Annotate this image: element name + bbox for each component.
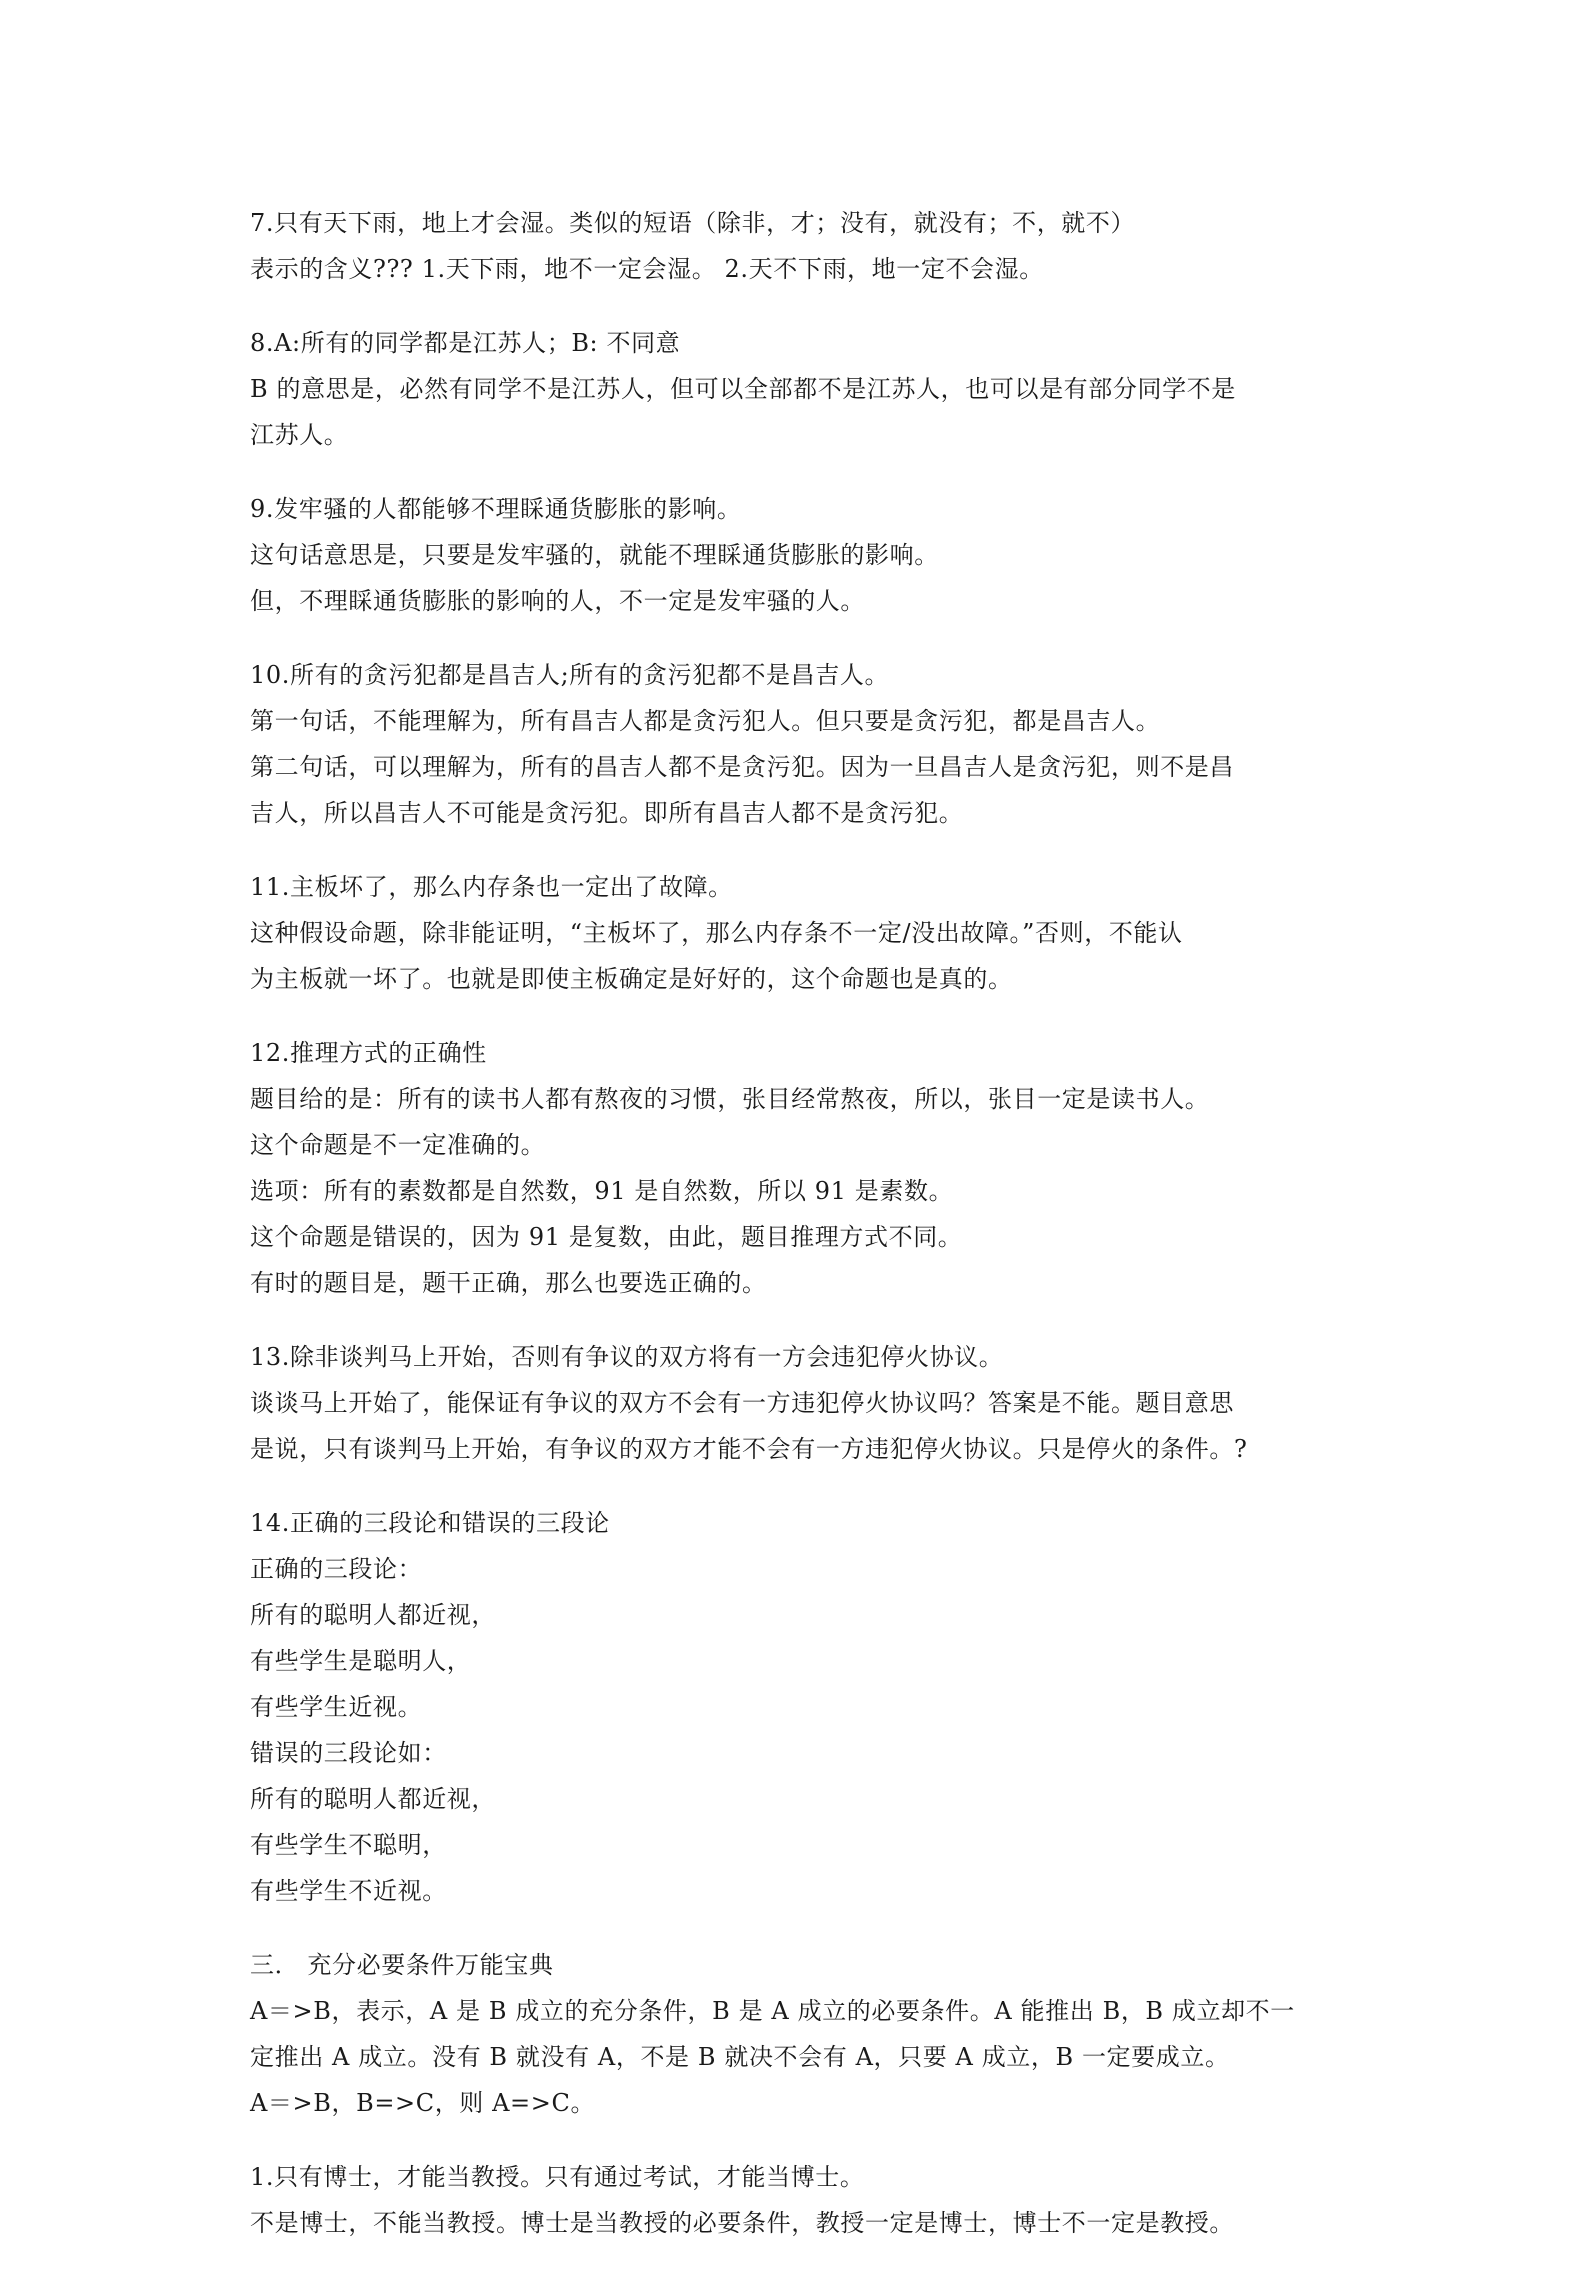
text-line: 但，不理睬通货膨胀的影响的人，不一定是发牢骚的人。	[250, 587, 865, 615]
text-line: 11.主板坏了，那么内存条也一定出了故障。	[250, 873, 733, 901]
text-line: 有时的题目是，题干正确，那么也要选正确的。	[250, 1269, 767, 1297]
text-line: 为主板就一坏了。也就是即使主板确定是好好的，这个命题也是真的。	[250, 965, 1013, 993]
text-line: 正确的三段论：	[250, 1555, 423, 1583]
text-line: 13.除非谈判马上开始，否则有争议的双方将有一方会违犯停火协议。	[250, 1343, 1004, 1371]
text-line: A＝>B，表示，A 是 B 成立的充分条件，B 是 A 成立的必要条件。A 能推出 B，B 成立却不一	[250, 1997, 1295, 2025]
section-13	[250, 1334, 1360, 1472]
text-line: 表示的含义??? 1.天下雨，地不一定会湿。 2.天不下雨，地一定不会湿。	[250, 255, 1044, 283]
text-line: 这句话意思是，只要是发牢骚的，就能不理睬通货膨胀的影响。	[250, 541, 939, 569]
text-line: 第二句话，可以理解为，所有的昌吉人都不是贪污犯。因为一旦昌吉人是贪污犯，则不是昌	[250, 753, 1234, 781]
text-line: 所有的聪明人都近视，	[250, 1785, 496, 1813]
text-line: 1.只有博士，才能当教授。只有通过考试，才能当博士。	[250, 2163, 865, 2191]
section-7	[250, 200, 1360, 292]
text-line: 题目给的是：所有的读书人都有熬夜的习惯，张目经常熬夜，所以，张目一定是读书人。	[250, 1085, 1210, 1113]
text-line: 有些学生近视。	[250, 1693, 423, 1721]
section-8	[250, 320, 1360, 458]
text-line: 这个命题是错误的，因为 91 是复数，由此，题目推理方式不同。	[250, 1223, 963, 1251]
section-heading: 三． 充分必要条件万能宝典	[250, 1951, 554, 1979]
text-line: 10.所有的贪污犯都是昌吉人;所有的贪污犯都不是昌吉人。	[250, 661, 890, 689]
text-line: 这种假设命题，除非能证明，“主板坏了，那么内存条不一定/没出故障。”否则，不能认	[250, 919, 1183, 947]
text-line: 所有的聪明人都近视，	[250, 1601, 496, 1629]
section-12	[250, 1030, 1360, 1306]
text-line: 有些学生是聪明人，	[250, 1647, 472, 1675]
section-3-1	[250, 2154, 1360, 2246]
text-line: 谈谈马上开始了，能保证有争议的双方不会有一方违犯停火协议吗？答案是不能。题目意思	[250, 1389, 1234, 1417]
text-line: 9.发牢骚的人都能够不理睬通货膨胀的影响。	[250, 495, 742, 523]
text-line: 选项：所有的素数都是自然数，91 是自然数，所以 91 是素数。	[250, 1177, 954, 1205]
text-line: B 的意思是，必然有同学不是江苏人，但可以全部都不是江苏人，也可以是有部分同学不是	[250, 375, 1236, 403]
text-line: 7.只有天下雨，地上才会湿。类似的短语（除非，才；没有，就没有；不，就不）	[250, 209, 1136, 237]
text-line: 有些学生不近视。	[250, 1877, 447, 1905]
text-line: 第一句话，不能理解为，所有昌吉人都是贪污犯人。但只要是贪污犯，都是昌吉人。	[250, 707, 1161, 735]
text-line: 12.推理方式的正确性	[250, 1039, 487, 1067]
text-line: 有些学生不聪明，	[250, 1831, 447, 1859]
section-9	[250, 486, 1360, 624]
text-line: 江苏人。	[250, 421, 349, 449]
text-line: 是说，只有谈判马上开始，有争议的双方才能不会有一方违犯停火协议。只是停火的条件。?	[250, 1435, 1248, 1463]
text-line: 不是博士，不能当教授。博士是当教授的必要条件，教授一定是博士，博士不一定是教授。	[250, 2209, 1234, 2237]
section-3-heading	[250, 1942, 1360, 2126]
text-line: 错误的三段论如：	[250, 1739, 447, 1767]
section-11	[250, 864, 1360, 1002]
text-line: A＝>B，B=>C，则 A=>C。	[250, 2089, 596, 2117]
text-line: 8.A:所有的同学都是江苏人；B: 不同意	[250, 329, 681, 357]
text-line: 14.正确的三段论和错误的三段论	[250, 1509, 610, 1537]
text-line: 吉人，所以昌吉人不可能是贪污犯。即所有昌吉人都不是贪污犯。	[250, 799, 964, 827]
section-14	[250, 1500, 1360, 1914]
text-line: 这个命题是不一定准确的。	[250, 1131, 546, 1159]
text-line: 定推出 A 成立。没有 B 就没有 A，不是 B 就决不会有 A，只要 A 成立，B 一定要成立。	[250, 2043, 1230, 2071]
section-10	[250, 652, 1360, 836]
document-body	[250, 200, 1360, 2274]
